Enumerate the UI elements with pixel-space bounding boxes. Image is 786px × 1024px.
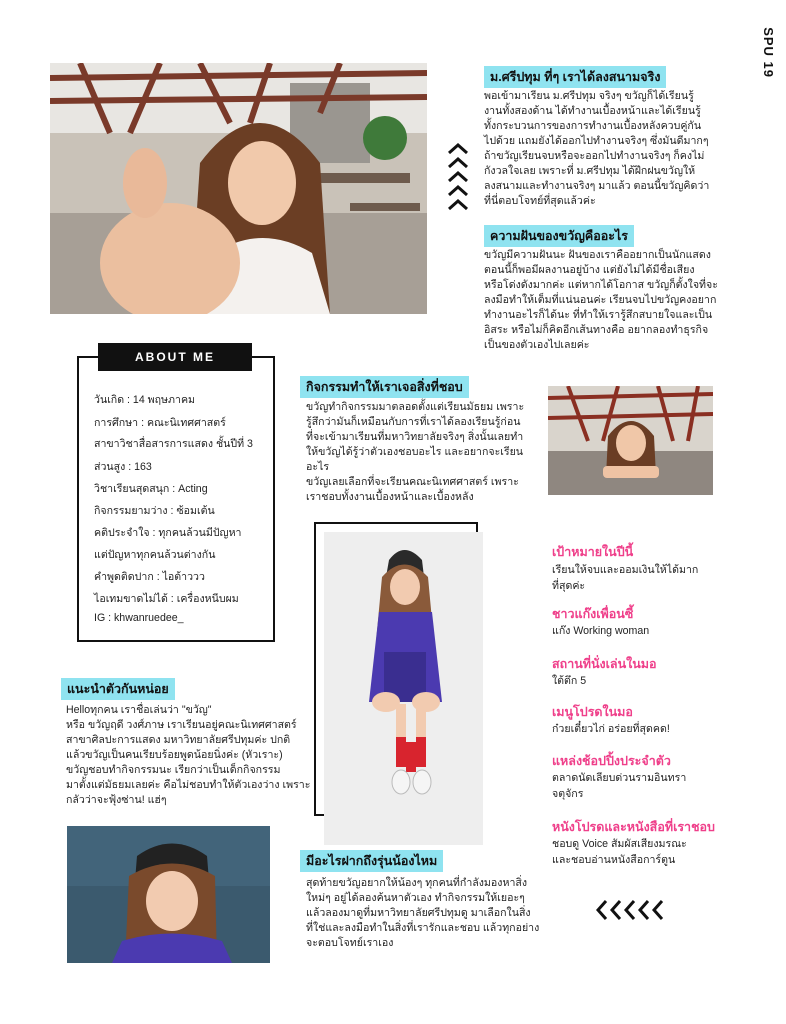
about-item: วันเกิด : 14 พฤษภาคม bbox=[94, 394, 196, 406]
text-line: อิสระ หรือไม่ก็คิดอีกเส้นทางคือ อยากลองทำธุรกิจ bbox=[484, 324, 709, 336]
text-line: Helloทุกคน เราชื่อเล่นว่า "ขวัญ" bbox=[66, 704, 212, 716]
chevron-left-icon bbox=[596, 899, 668, 921]
favorite-label: แหล่งช้อปปิ้งประจำตัว bbox=[552, 754, 671, 768]
text-line: เราชอบทั้งงานเบื้องหน้าและเบื้องหลัง bbox=[306, 491, 474, 503]
intro-body bbox=[66, 703, 316, 808]
text-line: พอเข้ามาเรียน ม.ศรีปทุม จริงๆ ขวัญก็ได้เรียนรู้ bbox=[484, 90, 694, 102]
favorite-label: เป้าหมายในปีนี้ bbox=[552, 545, 634, 559]
text-line: ใต้ตึก 5 bbox=[552, 675, 587, 687]
about-item: สาขาวิชาสื่อสารการแสดง ชั้นปีที่ 3 bbox=[94, 438, 253, 450]
text-line: ไปด้วย แถมยังได้ออกไปทำงานจริงๆ ซึ่งมันดีมากๆ bbox=[484, 135, 709, 147]
text-line: หรือโด่งดังมากค่ะ แต่หากได้โอกาส ขวัญก็ตั้งใจที่จะ bbox=[484, 279, 718, 291]
text-line: แก๊ง Working woman bbox=[552, 625, 650, 637]
dream-heading: ความฝันของขวัญคืออะไร bbox=[484, 225, 634, 247]
text-line: ขวัญทำกิจกรรมมาตลอดตั้งแต่เรียนมัธยม เพราะ bbox=[306, 401, 525, 413]
rooftop-small-photo bbox=[548, 386, 713, 495]
text-line: จตุจักร bbox=[552, 788, 584, 800]
rooftop-photo bbox=[50, 63, 427, 314]
about-item: ส่วนสูง : 163 bbox=[94, 461, 152, 473]
about-item: กิจกรรมยามว่าง : ซ้อมเต้น bbox=[94, 505, 215, 517]
text-line: งานทั้งสองด้าน ได้ทำงานเบื้องหน้าและได้เรียนรู้ bbox=[484, 105, 701, 117]
activities-body bbox=[306, 400, 542, 505]
text-line: ที่ใช่และลงมือทำในสิ่งที่เรารักและชอบ แล้วทุกอย่าง bbox=[306, 922, 540, 934]
campus-heading: ม.ศรีปทุม ที่ๆ เราได้ลงสนามจริง bbox=[484, 66, 666, 88]
juniors-heading: มีอะไรฝากถึงรุ่นน้องไหม bbox=[300, 850, 443, 872]
favorite-value bbox=[552, 721, 670, 737]
text-line: ที่จะเข้ามาเรียนที่มหาวิทยาลัยจริงๆ สิ่งนั้นเลยทำ bbox=[306, 431, 524, 443]
text-line: ตอนนี้ก็พอมีผลงานอยู่บ้าง แต่ยังไม่ได้มีชื่อเสียง bbox=[484, 264, 695, 276]
text-line: ขวัญชอบทำกิจกรรมนะ เรียกว่าเป็นเด็กกิจกรรม bbox=[66, 764, 281, 776]
text-line: ก๋วยเตี๋ยวไก่ อร่อยที่สุดคด! bbox=[552, 723, 670, 735]
text-line: กลัวว่าจะฟุ้งซ่าน! แฮ่ๆ bbox=[66, 794, 167, 806]
about-item: วิชาเรียนสุดสนุก : Acting bbox=[94, 483, 208, 495]
text-line: ชอบดู Voice สัมผัสเสียงมรณะ bbox=[552, 838, 687, 850]
text-line: ตลาดนัดเลียบด่วนรามอินทรา bbox=[552, 772, 687, 784]
text-line: เป็นของตัวเองไปเลยค่ะ bbox=[484, 339, 590, 351]
activities-heading: กิจกรรมทำให้เราเจอสิ่งที่ชอบ bbox=[300, 376, 469, 398]
favorite-label: สถานที่นั่งเล่นในมอ bbox=[552, 657, 657, 671]
favorite-value bbox=[552, 623, 649, 639]
text-line: ขวัญมีความฝันนะ ฝันของเราคืออยากเป็นนักแสดง bbox=[484, 249, 711, 261]
text-line: กังวลใจเลย เพราะที่ ม.ศรีปทุม ได้ฝึกฝนขวัญให้ bbox=[484, 165, 696, 177]
about-item: การศึกษา : คณะนิเทศศาสตร์ bbox=[94, 417, 226, 429]
favorite-label: หนังโปรดและหนังสือที่เราชอบ bbox=[552, 820, 715, 834]
chevron-up-icon bbox=[447, 143, 469, 215]
text-line: ทำงานอะไรก็ได้นะ ที่ทำให้เรารู้สึกสบายใจและเป็น bbox=[484, 309, 713, 321]
text-line: ลงสนามและทำงานจริงๆ มาแล้ว ตอนนี้ขวัญคิดว่า bbox=[484, 180, 710, 192]
intro-heading: แนะนำตัวกันหน่อย bbox=[61, 678, 175, 700]
favorite-value bbox=[552, 673, 586, 689]
text-line: แล้วขวัญเป็นคนเรียบร้อยพูดน้อยนิ่งค่ะ (หัวเราะ) bbox=[66, 749, 283, 761]
fullbody-photo bbox=[324, 532, 483, 845]
text-line: และชอบอ่านหนังสือการ์ตูน bbox=[552, 854, 676, 866]
text-line: รู้สึกว่ามันก็เหมือนกับการที่เราได้ลองเรียนรู้ก่อน bbox=[306, 416, 521, 428]
text-line: สุดท้ายขวัญอยากให้น้องๆ ทุกคนที่กำลังมองหาสิ่ง bbox=[306, 877, 528, 889]
text-line: ให้ขวัญได้รู้ว่าตัวเองชอบอะไร และอยากจะเรียนอะไร bbox=[306, 446, 524, 473]
about-me-title: ABOUT ME bbox=[98, 343, 252, 371]
text-line: จะตอบโจทย์เราเอง bbox=[306, 937, 394, 949]
portrait-photo bbox=[67, 826, 270, 963]
page-side-label: SPU 19 bbox=[761, 27, 776, 78]
favorite-value bbox=[552, 770, 686, 802]
text-line: แล้วลองมาดูที่มหาวิทยาลัยศรีปทุมดู มาเลือกในสิ่ง bbox=[306, 907, 531, 919]
about-item: คำพูดติดปาก : ไอต้าววว bbox=[94, 571, 205, 583]
campus-body bbox=[484, 89, 729, 209]
text-line: เรียนให้จบและออมเงินให้ได้มาก bbox=[552, 564, 699, 576]
favorite-value bbox=[552, 562, 698, 594]
dream-body bbox=[484, 248, 729, 353]
about-item: ไอเทมขาดไม่ได้ : เครื่องหนีบผม bbox=[94, 593, 239, 605]
about-item: แต่ปัญหาทุกคนล้วนต่างกัน bbox=[94, 549, 216, 561]
text-line: หรือ ขวัญฤดี วงศ์ภาษ เราเรียนอยู่คณะนิเทศศาสตร์ bbox=[66, 719, 297, 731]
text-line: ใหม่ๆ อยู่ได้ลองค้นหาตัวเอง ทำกิจกรรมให้เยอะๆ bbox=[306, 892, 525, 904]
favorite-label: ชาวแก๊งเพื่อนซี้ bbox=[552, 607, 634, 621]
favorite-value bbox=[552, 836, 687, 868]
juniors-body bbox=[306, 876, 551, 951]
text-line: ถ้าขวัญเรียนจบหรือจะออกไปทำงานจริงๆ ก็คงไม่ bbox=[484, 150, 705, 162]
text-line: สาขาศิลปะการแสดง มหาวิทยาลัยศรีปทุมค่ะ ปกติ bbox=[66, 734, 291, 746]
about-item: คติประจำใจ : ทุกคนล้วนมีปัญหา bbox=[94, 527, 242, 539]
text-line: ขวัญเลยเลือกที่จะเรียนคณะนิเทศศาสตร์ เพราะ bbox=[306, 476, 519, 488]
text-line: ที่นี่ตอบโจทย์ที่สุดแล้วค่ะ bbox=[484, 195, 596, 207]
text-line: ที่สุดค่ะ bbox=[552, 580, 586, 592]
about-item: IG : khwanruedee_ bbox=[94, 612, 184, 624]
text-line: ลงมือทำให้เต็มที่แน่นอนค่ะ เรียนจบไปขวัญคงอยาก bbox=[484, 294, 717, 306]
text-line: มาตั้งแต่มัธยมเลยค่ะ คือไม่ชอบทำให้ตัวเองว่าง เพราะ bbox=[66, 779, 311, 791]
text-line: ทั้งกระบวนการของการทำงานเบื้องหลังควบคู่กัน bbox=[484, 120, 702, 132]
favorite-label: เมนูโปรดในมอ bbox=[552, 705, 633, 719]
